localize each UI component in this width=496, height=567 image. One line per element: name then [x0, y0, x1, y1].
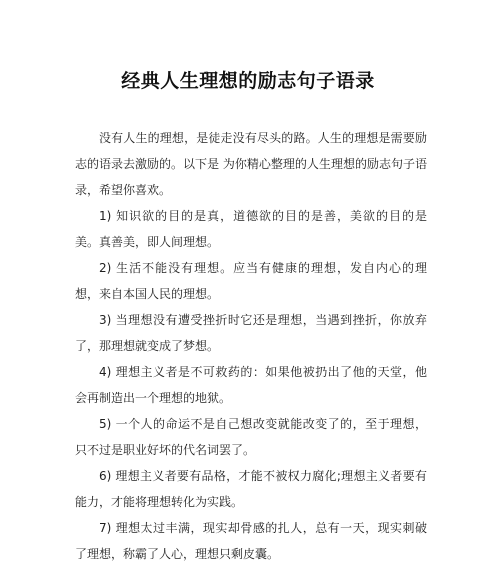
- quote-paragraph-2: 2) 生活不能没有理想。应当有健康的理想，发自内心的理想，来自本国人民的理想。: [75, 261, 427, 301]
- quote-paragraph-5: 5) 一个人的命运不是自己想改变就能改变了的，至于理想，只不过是职业好坏的代名词罢了。: [75, 417, 427, 457]
- quote-paragraph-6: 6) 理想主义者要有品格，才能不被权力腐化;理想主义者要有能力，才能将理想转化为实践。: [75, 469, 427, 509]
- quote-paragraph-3: 3) 当理想没有遭受挫折时它还是理想，当遇到挫折，你放弃了，那理想就变成了梦想。: [75, 313, 427, 353]
- document-title: 经典人生理想的励志句子语录: [121, 70, 375, 92]
- quote-paragraph-1: 1) 知识欲的目的是真，道德欲的目的是善，美欲的目的是美。真善美，即人间理想。: [75, 209, 427, 249]
- quote-paragraph-7: 7) 理想太过丰满，现实却骨感的扎人，总有一天，现实刺破了理想，称霸了人心，理想只剩皮囊。: [75, 521, 427, 561]
- quote-paragraph-4: 4) 理想主义者是不可救药的：如果他被扔出了他的天堂，他会再制造出一个理想的地狱。: [75, 365, 427, 405]
- intro-paragraph: 没有人生的理想，是徒走没有尽头的路。人生的理想是需要励志的语录去激励的。以下是 为你精心整理的人生理想的励志句子语录，希望你喜欢。: [75, 131, 427, 197]
- document-body: [75, 125, 427, 567]
